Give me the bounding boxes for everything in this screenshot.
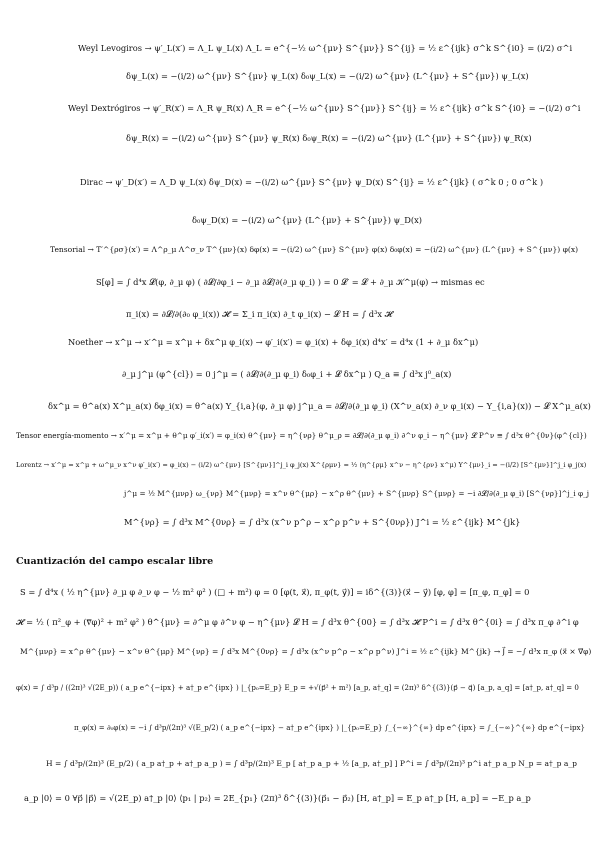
energy-momentum-line: Tensor energía-momento → x′^μ = x^μ + θ^μ φ′_i(x′) = φ_i(x) θ^{μν} = η^{νρ} θ^μ_ρ = ∂𝓛/∂(∂_μ φ_i) ∂^ν φ_i − η^{μν} 𝓛 P^ν ≡ ∫ d³x θ^{0ν}(φ^{cl})	[16, 431, 587, 440]
momentum-field-line: π_φ(x) = ∂₀φ(x) = −i ∫ d³p/(2π)³ √(E_p/2) ( a_p e^{−ipx} − a†_p e^{ipx} ) |_{p₀=E_p} ∫_{−∞}^{∞} dp e^{ipx} = ∫_{−∞}^{∞} dp e^{−ipx}	[74, 723, 585, 732]
weyl-levogiros-line: Weyl Levogiros → ψ′_L(x′) = Λ_L ψ_L(x) Λ_L = e^{−½ ω^{μν} S^{μν}} S^{ij} = ½ ε^{ijk} σ^k S^{i0} = (i/2) σ^i	[78, 43, 573, 53]
weyl-dextrogiros-variation: δψ_R(x) = −(i/2) ω^{μν} S^{μν} ψ_R(x) δ₀ψ_R(x) = −(i/2) ω^{μν} (L^{μν} + S^{μν}) ψ_R(x)	[126, 133, 532, 143]
fock-states-line: a_p |0⟩ = 0 ∀p⃗ |p⃗⟩ = √(2E_p) a†_p |0⟩ ⟨p₁ | p₂⟩ = 2E_{p₁} (2π)³ δ^{(3)}(p⃗₁ − p⃗₂) [H, a†_p] = E_p a†_p [H, a_p] = −E_p a_p	[24, 793, 531, 803]
weyl-dextrogiros-line: Weyl Dextrógiros → ψ′_R(x′) = Λ_R ψ_R(x) Λ_R = e^{−½ ω^{μν} S^{μν}} S^{ij} = ½ ε^{ijk} σ^k S^{i0} = −(i/2) σ^i	[68, 103, 581, 113]
hamiltonian-operator-line: H = ∫ d³p/(2π)³ (E_p/2) ( a_p a†_p + a†_p a_p ) = ∫ d³p/(2π)³ E_p [ a†_p a_p + ½ [a_p, a†_p] ] P^i = ∫ d³p/(2π)³ p^i a†_p a_p N_p = a†_p a_p	[46, 759, 577, 768]
dirac-line: Dirac → ψ′_D(x′) = Λ_D ψ_L(x) δψ_D(x) = −(i/2) ω^{μν} S^{μν} ψ_D(x) S^{ij} = ½ ε^{ijk} ( σ^k 0 ; 0 σ^k )	[80, 177, 544, 187]
angular-momentum-line: M^{νρ} = ∫ d³x M^{0νρ} = ∫ d³x (x^ν p^ρ − x^ρ p^ν + S^{0νρ}) J^i = ½ ε^{ijk} M^{jk}	[124, 517, 521, 527]
weyl-levogiros-variation: δψ_L(x) = −(i/2) ω^{μν} S^{μν} ψ_L(x) δ₀ψ_L(x) = −(i/2) ω^{μν} (L^{μν} + S^{μν}) ψ_L(x)	[126, 71, 529, 81]
hamiltonian-line: π_i(x) = ∂𝓛/∂(∂₀ φ_i(x)) 𝓗 = Σ_i π_i(x) ∂_t φ_i(x) − 𝓛 H = ∫ d³x 𝓗	[126, 309, 393, 319]
section-title: Cuantización del campo escalar libre	[16, 556, 214, 567]
dirac-variation: δ₀ψ_D(x) = −(i/2) ω^{μν} (L^{μν} + S^{μν}) ψ_D(x)	[192, 215, 423, 225]
tensorial-line: Tensorial → T′^{ρσ}(x′) = Λ^ρ_μ Λ^σ_ν T^{μν}(x) δφ(x) = −(i/2) ω^{μν} S^{μν} φ(x) δ₀φ(x) = −(i/2) ω^{μν} (L^{μν} + S^{μν}) φ(x)	[50, 245, 579, 254]
lorentz-current-line: j^μ = ½ M^{μνρ} ω_{νρ} M^{μνρ} = x^ν θ^{μρ} − x^ρ θ^{μν} + S^{μνρ} S^{μνρ} = −i ∂𝓛/∂(∂_μ φ_i) [S^{νρ}]^j_i φ_j	[124, 489, 590, 498]
scalar-angular-momentum-line: M^{μνρ} = x^ρ θ^{μν} − x^ν θ^{μρ} M^{νρ} = ∫ d³x M^{0νρ} = ∫ d³x (x^ν p^ρ − x^ρ p^ν) J^i = ½ ε^{ijk} M^{jk} → J⃗ = −∫ d³x π_φ (x⃗ × ∇⃗φ)	[20, 647, 592, 656]
lorentz-line: Lorentz → x′^μ = x^μ + ω^μ_ν x^ν φ′_i(x′) = φ_i(x) − (i/2) ω^{μν} [S^{μν}]^j_i φ_j(x) X^{ρμν} = ½ (η^{ρμ} x^ν − η^{ρν} x^μ) Y^{μν}_i = −(i/2) [S^{μν}]^j_i φ_j(x)	[16, 461, 587, 469]
noether-current-line: ∂_μ j^μ (φ^{cl}) = 0 j^μ = ( ∂𝓛/∂(∂_μ φ_i) δ₀φ_i + 𝓛 δx^μ ) Q_a ≡ ∫ d³x j⁰_a(x)	[122, 369, 452, 379]
noether-line: Noether → x^μ → x′^μ = x^μ + δx^μ φ_i(x) → φ′_i(x′) = φ_i(x) + δφ_i(x) d⁴x′ = d⁴x (1 + ∂_μ δx^μ)	[68, 337, 479, 347]
action-euler-lagrange: S[φ] = ∫ d⁴x 𝓛(φ, ∂_μ φ) ( ∂𝓛/∂φ_i − ∂_μ ∂𝓛/∂(∂_μ φ_i) ) = 0 𝓛′ = 𝓛 + ∂_μ 𝒦^μ(φ) → mismas ec	[96, 277, 485, 287]
scalar-hamiltonian-line: 𝓗 = ½ ( π²_φ + (∇⃗φ)² + m² φ² ) θ^{μν} = ∂^μ φ ∂^ν φ − η^{μν} 𝓛 H = ∫ d³x θ^{00} = ∫ d³x 𝓗 P^i = ∫ d³x θ^{0i} = ∫ d³x π_φ ∂^i φ	[16, 617, 579, 627]
field-expansion-line: φ(x) = ∫ d³p / ((2π)³ √(2E_p)) ( a_p e^{−ipx} + a†_p e^{ipx} ) |_{p₀=E_p} E_p = +√(p⃗² + m²) [a_p, a†_q] = (2π)³ δ^{(3)}(p⃗ − q⃗) [a_p, a_q] = [a†_p, a†_q] = 0	[16, 683, 579, 692]
scalar-action-line: S = ∫ d⁴x ( ½ η^{μν} ∂_μ φ ∂_ν φ − ½ m² φ² ) (□ + m²) φ = 0 [φ(t, x⃗), π_φ(t, y⃗)] = iδ^{(3)}(x⃗ − y⃗) [φ, φ] = [π_φ, π_φ] = 0	[20, 587, 530, 597]
noether-generators-line: δx^μ = θ^a(x) X^μ_a(x) δφ_i(x) = θ^a(x) Y_{i,a}(φ, ∂_μ φ) j^μ_a = ∂𝓛/∂(∂_μ φ_i) (X^ν_a(x) ∂_ν φ_i(x) − Y_{i,a}(x)) − 𝓛 X^μ_a(x)	[48, 401, 591, 411]
